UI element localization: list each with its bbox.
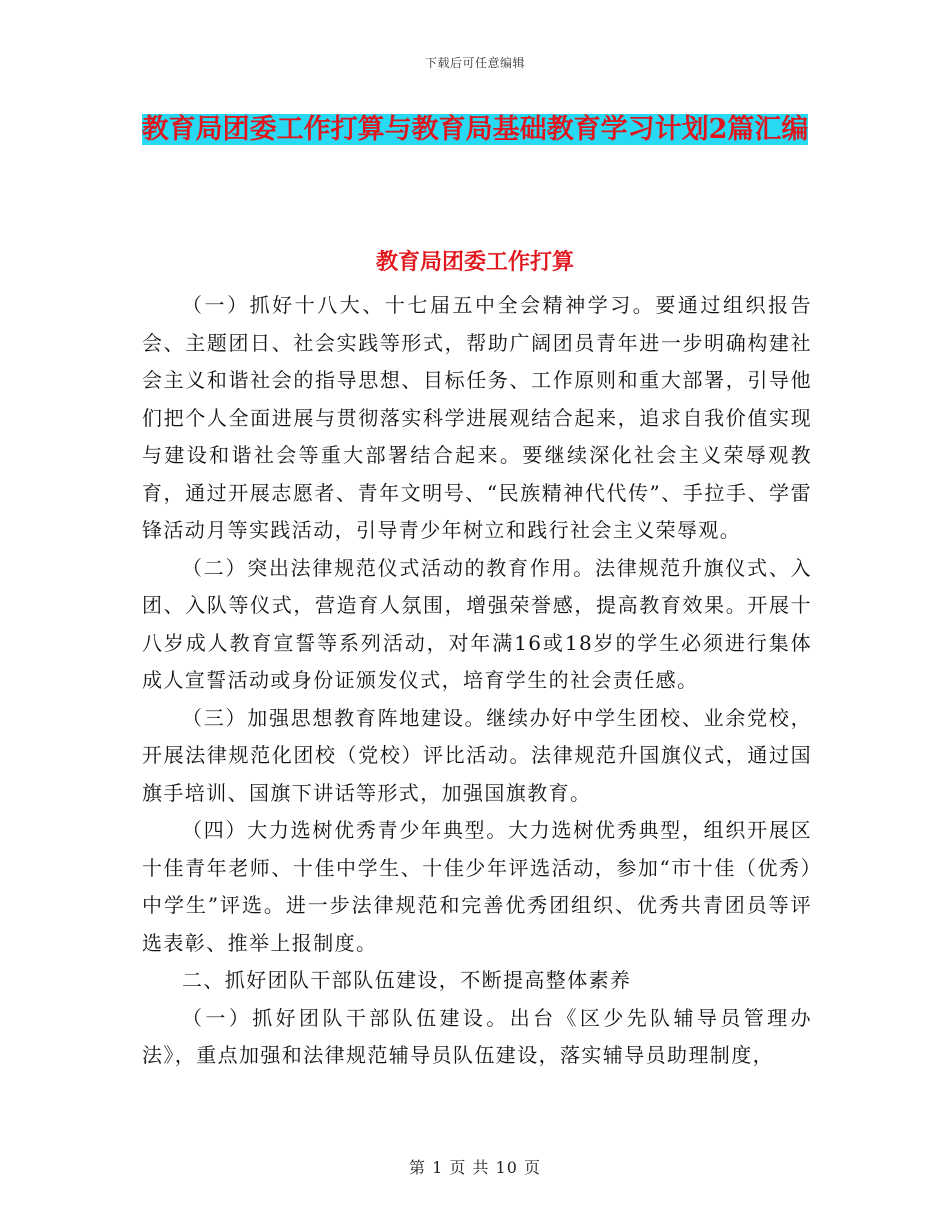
- body-text: [142, 287, 812, 1075]
- paragraph: （二）突出法律规范仪式活动的教育作用。法律规范升旗仪式、入团、入队等仪式，营造育人氛围，增强荣誉感，提高教育效果。开展十八岁成人教育宣誓等系列活动，对年满16或18岁的学生必须进行集体成人宣誓活动或身份证颁发仪式，培育学生的社会责任感。: [142, 555, 812, 692]
- section-title: 教育局团委工作打算: [375, 249, 574, 275]
- document-title: [140, 108, 810, 152]
- page-footer: 第 1 页 共 10 页: [409, 1158, 541, 1177]
- paragraph: （三）加强思想教育阵地建设。继续办好中学生团校、业余党校，开展法律规范化团校（党校）评比活动。法律规范升国旗仪式，通过国旗手培训、国旗下讲话等形式，加强国旗教育。: [142, 705, 812, 805]
- header-note: 下载后可任意编辑: [424, 56, 525, 70]
- paragraph: 二、抓好团队干部队伍建设，不断提高整体素养: [182, 968, 632, 992]
- paragraph: （一）抓好团队干部队伍建设。出台《区少先队辅导员管理办法》，重点加强和法律规范辅导员队伍建设，落实辅导员助理制度，: [142, 1005, 812, 1067]
- document-title-text: 教育局团委工作打算与教育局基础教育学习计划2篇汇编: [141, 114, 809, 145]
- paragraph: （一）抓好十八大、十七届五中全会精神学习。要通过组织报告会、主题团日、社会实践等形式，帮助广阔团员青年进一步明确构建社会主义和谐社会的指导思想、目标任务、工作原则和重大部署，引导他们把个人全面进展与贯彻落实科学进展观结合起来，追求自我价值实现与建设和谐社会等重大部署结合起来。要继续深化社会主义荣辱观教育，通过开展志愿者、青年文明号、“民族精神代代传”、手拉手、学雷锋活动月等实践活动，引导青少年树立和践行社会主义荣辱观。: [142, 293, 812, 542]
- paragraph: （四）大力选树优秀青少年典型。大力选树优秀典型，组织开展区十佳青年老师、十佳中学生、十佳少年评选活动，参加“市十佳（优秀）中学生”评选。进一步法律规范和完善优秀团组织、优秀共青团员等评选表彰、推举上报制度。: [142, 818, 812, 955]
